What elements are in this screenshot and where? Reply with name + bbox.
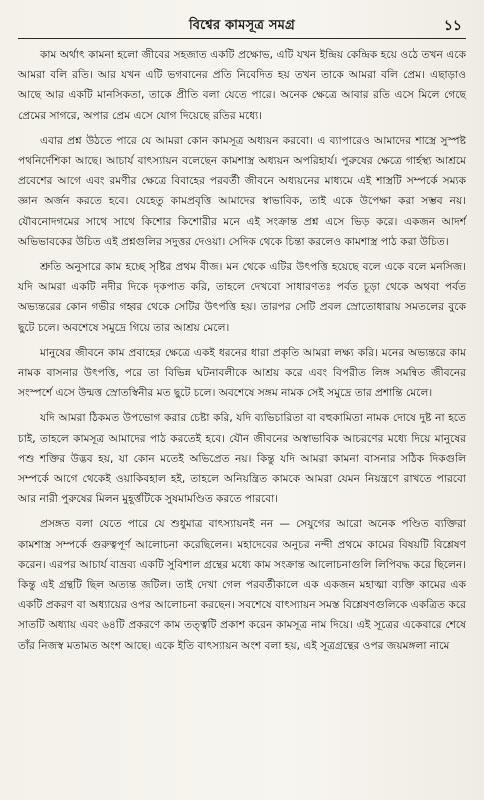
body-text — [18, 45, 466, 656]
page-number: ১১ — [443, 18, 462, 34]
paragraph: কাম অর্থাৎ কামনা হলো জীবের সহজাত একটি প্রক্ষোভ, এটি যখন ইন্দ্রিয় কেন্দ্রিক হয়ে ওঠে তখন একে আমরা বলি রতি। আর যখন এটি ভগবানের প্রতি নিবেদিত হয় তখন তাকে আমরা বলি প্রেম। এছাড়াও আছে আর একটি মানসিকতা, তাকে প্রীতি বলা যেতে পারে। অনেক ক্ষেত্রে আবার রতি এসে মিলে গেছে প্রেমের সাগরে, অপার প্রেম এসে যোগ দিয়েছে রতির মধ্যে। — [18, 49, 466, 122]
running-title: বিশ্বের কামসূত্র সমগ্র — [189, 18, 295, 33]
paragraph: শ্রুতি অনুসারে কাম হচ্ছে সৃষ্টির প্রথম বীজ। মন থেকে এটির উৎপত্তি হয়েছে বলে একে বলে মনসিজ। যদি আমরা একটি নদীর দিকে দৃকপাত করি, তাহলে দেখবো সাধারণতঃ পর্বত চূড়া থেকে অথবা পর্বত অভ্যন্তরের কোন গভীর গহ্বর থেকে সেটির উৎপত্তি হয়। তারপর সেটি প্রবল স্রোতোধারায় সমতলের বুকে ছুটে চলে। অবশেষে সমুদ্রে গিয়ে তার আশ্রয় মেলে। — [18, 261, 466, 334]
paragraph: প্রসঙ্গত বলা যেতে পারে যে শুধুমাত্র বাৎস্যায়নই নন — সেযুগের আরো অনেক পণ্ডিত ব্যক্তিরা কামশাস্ত্র সম্পর্কে গুরুত্বপূর্ণ আলোচনা করেছিলেন। মহাদেবের অনুচর নন্দী প্রথমে কামের বিষয়টি বিশ্লেষণ করেন। এরপর আচার্য বাভ্রব্য একটি সুবিশাল গ্রন্থের মধ্যে কাম সংক্রান্ত আলোচনাগুলি লিপিবদ্ধ করে ছিলেন। কিন্তু এই গ্রন্থটি ছিল অত্যন্ত জটিল। তাই দেখা গেল পরবর্তীকালে এক একজন মহাত্মা ব্যক্তি কামের এক একটি প্রকরণ বা অধ্যায়ের ওপর আলোচনা করছেন। সবশেষে বাৎস্যায়ন সমস্ত বিশ্লেষণগুলিকে একত্রিত করে সাতটি অধ্যায় এবং ৬৪টি প্রকরণে কাম তত্ত্বটি প্রকাশ করেন কামসূত্র নাম দিয়ে। এই সূত্রের একেবারে শেষে তাঁর নিজস্ব মতামত অংশ আছে। একে ইতি বাৎস্যায়ন অংশ বলা হয়, এই সূত্রগ্রন্থের ওপর জয়মঙ্গলা নামে — [18, 518, 466, 652]
paragraph: এবার প্রশ্ন উঠতে পারে যে আমরা কোন কামসূত্র অধ্যয়ন করবো। এ ব্যাপারেও আমাদের শাস্ত্রে সুস্পষ্ট পথনির্দেশিকা আছে। আচার্য বাৎস্যায়ন বলেছেন কামশাস্ত্র অধ্যয়ন অপরিহার্য। পুরুষের ক্ষেত্রে গার্হস্থ্য আশ্রমে প্রবেশের আগে এবং রমণীর ক্ষেত্রে বিবাহের পরবর্তী জীবনে অধ্যয়নের মাধ্যমে এই শাস্ত্রটি সম্পর্কে সম্যক জ্ঞান অর্জন করতে হবে। যেহেতু কামপ্রবৃত্তি আমাদের স্বাভাবিক, তাই একে উপেক্ষা করা সম্ভব নয়। যৌবনোদগমের সাথে সাথে কিশোর কিশোরীর মনে এই সংক্রান্ত প্রশ্ন এসে ভিড় করে। একজন আদর্শ অভিভাবকের উচিত এই প্রশ্নগুলির সদুত্তর দেওয়া। সেদিক থেকে চিন্তা করলেও কামশাস্ত্র পাঠ করা উচিত। — [18, 134, 466, 248]
page-header — [18, 14, 466, 39]
paragraph: যদি আমরা ঠিকমত উপভোগ করার চেষ্টা করি, যদি ব্যভিচারিতা বা বহুকামিতা নামক দোষে দুষ্ট না হতে চাই, তাহলে কামসূত্র আমাদের পাঠ করতেই হবে। যৌন জীবনের অস্বাভাবিক আচরণের মধ্যে দিয়ে মানুষের পশু শক্তির উদ্ভব হয়, যা কোন মতেই অভিপ্রেত নয়। কিন্তু যদি আমরা কামনা বাসনার সঠিক দিকগুলি সম্পর্কে আগে থেকেই ওয়াকিবহাল হই, তাহলে অনিয়ন্ত্রিত কামকে আমরা যেমন নিয়ন্ত্রণে রাখতে পারবো আর নারী পুরুষের মিলন মুহূর্ত্তটিকে সুষমামণ্ডিত করতে পারবো। — [18, 412, 466, 506]
paragraph: মানুষের জীবনে কাম প্রবাহের ক্ষেত্রে একই ধরনের ধারা প্রকৃতি আমরা লক্ষ্য করি। মনের অভ্যন্তরে কাম নামক বাসনার উৎপত্তি, পরে তা বিভিন্ন ঘটনাবলীকে আশ্রয় করে এবং বিপরীত লিঙ্গ সমন্বিত জীবনের সংস্পর্শে এসে উন্মত্ত স্রোতস্বিনীর মত ছুটে চলে। অবশেষে সঙ্গম নামক সেই সমুদ্রে তার প্রশান্তি মেলে। — [18, 346, 466, 400]
